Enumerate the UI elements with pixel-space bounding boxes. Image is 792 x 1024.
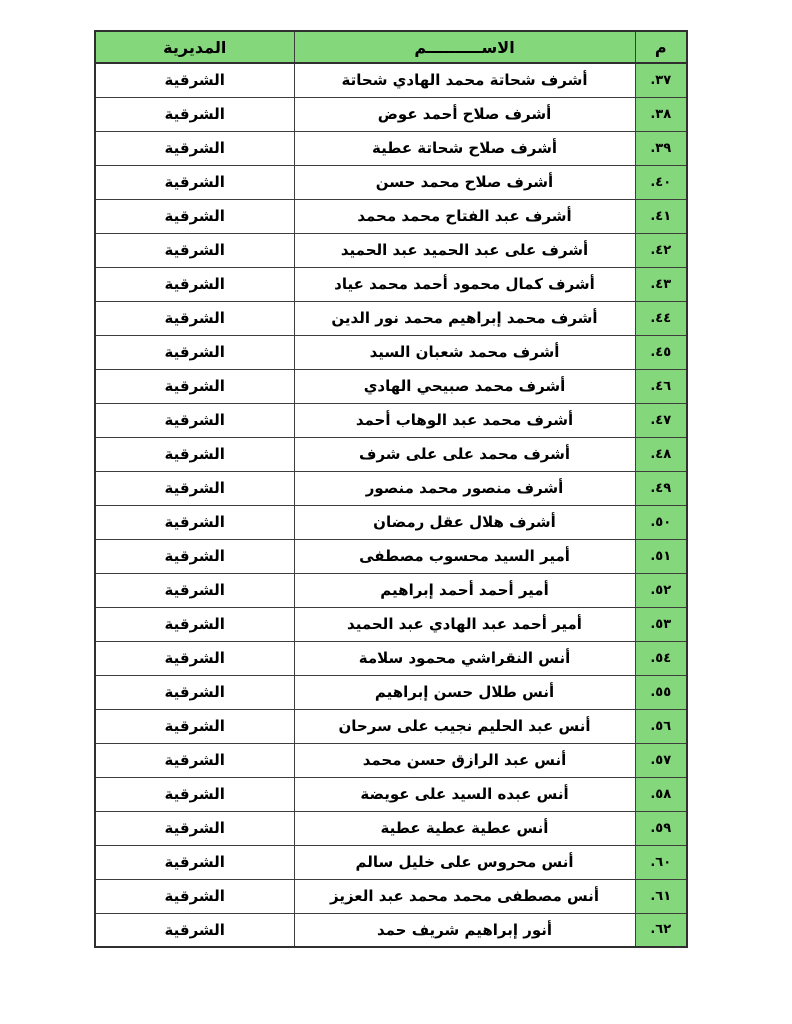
cell-name: أنس محروس على خليل سالم bbox=[294, 845, 635, 879]
cell-number: ٦٠. bbox=[635, 845, 687, 879]
cell-name: أشرف محمد صبيحي الهادي bbox=[294, 369, 635, 403]
cell-number: ٥١. bbox=[635, 539, 687, 573]
cell-number: ٥٢. bbox=[635, 573, 687, 607]
cell-directorate: الشرقية bbox=[95, 811, 294, 845]
cell-directorate: الشرقية bbox=[95, 505, 294, 539]
cell-number: ٥٥. bbox=[635, 675, 687, 709]
cell-name: أشرف صلاح شحاتة عطية bbox=[294, 131, 635, 165]
cell-number: ٤٥. bbox=[635, 335, 687, 369]
cell-directorate: الشرقية bbox=[95, 403, 294, 437]
table-row bbox=[95, 879, 687, 913]
cell-directorate: الشرقية bbox=[95, 573, 294, 607]
cell-number: ٥٨. bbox=[635, 777, 687, 811]
table-row bbox=[95, 369, 687, 403]
cell-directorate: الشرقية bbox=[95, 607, 294, 641]
cell-directorate: الشرقية bbox=[95, 437, 294, 471]
cell-number: ٣٨. bbox=[635, 97, 687, 131]
table-row bbox=[95, 709, 687, 743]
cell-directorate: الشرقية bbox=[95, 539, 294, 573]
cell-number: ٦١. bbox=[635, 879, 687, 913]
cell-directorate: الشرقية bbox=[95, 743, 294, 777]
cell-directorate: الشرقية bbox=[95, 879, 294, 913]
cell-name: أنس عبده السيد على عويضة bbox=[294, 777, 635, 811]
table-row bbox=[95, 675, 687, 709]
cell-directorate: الشرقية bbox=[95, 845, 294, 879]
table-row bbox=[95, 607, 687, 641]
table-row bbox=[95, 199, 687, 233]
cell-directorate: الشرقية bbox=[95, 369, 294, 403]
cell-directorate: الشرقية bbox=[95, 335, 294, 369]
table-row bbox=[95, 437, 687, 471]
cell-number: ٥٦. bbox=[635, 709, 687, 743]
cell-name: أشرف صلاح أحمد عوض bbox=[294, 97, 635, 131]
cell-name: أشرف صلاح محمد حسن bbox=[294, 165, 635, 199]
cell-name: أنس مصطفى محمد محمد عبد العزيز bbox=[294, 879, 635, 913]
table-row bbox=[95, 505, 687, 539]
table-row bbox=[95, 777, 687, 811]
cell-directorate: الشرقية bbox=[95, 709, 294, 743]
cell-directorate: الشرقية bbox=[95, 471, 294, 505]
cell-directorate: الشرقية bbox=[95, 199, 294, 233]
cell-name: أشرف محمد شعبان السيد bbox=[294, 335, 635, 369]
table-row bbox=[95, 267, 687, 301]
cell-name: أشرف كمال محمود أحمد محمد عياد bbox=[294, 267, 635, 301]
cell-number: ٥٧. bbox=[635, 743, 687, 777]
cell-directorate: الشرقية bbox=[95, 233, 294, 267]
cell-number: ٣٧. bbox=[635, 63, 687, 97]
cell-number: ٤٣. bbox=[635, 267, 687, 301]
cell-name: أشرف على عبد الحميد عبد الحميد bbox=[294, 233, 635, 267]
cell-name: أشرف محمد إبراهيم محمد نور الدين bbox=[294, 301, 635, 335]
cell-number: ٥٩. bbox=[635, 811, 687, 845]
cell-number: ٣٩. bbox=[635, 131, 687, 165]
header-cell-name: الاســــــــــم bbox=[294, 31, 635, 63]
roster-table bbox=[94, 30, 688, 948]
cell-name: أنس عبد الحليم نجيب على سرحان bbox=[294, 709, 635, 743]
cell-number: ٤٠. bbox=[635, 165, 687, 199]
header-cell-number: م bbox=[635, 31, 687, 63]
cell-name: أنس عبد الرازق حسن محمد bbox=[294, 743, 635, 777]
table-row bbox=[95, 539, 687, 573]
cell-directorate: الشرقية bbox=[95, 913, 294, 947]
table-row bbox=[95, 165, 687, 199]
cell-number: ٤١. bbox=[635, 199, 687, 233]
cell-name: أمير أحمد عبد الهادي عبد الحميد bbox=[294, 607, 635, 641]
cell-number: ٤٨. bbox=[635, 437, 687, 471]
cell-name: أنس النقراشي محمود سلامة bbox=[294, 641, 635, 675]
cell-directorate: الشرقية bbox=[95, 301, 294, 335]
cell-name: أشرف عبد الفتاح محمد محمد bbox=[294, 199, 635, 233]
cell-directorate: الشرقية bbox=[95, 63, 294, 97]
cell-name: أمير أحمد أحمد إبراهيم bbox=[294, 573, 635, 607]
table-body bbox=[95, 63, 687, 947]
cell-name: أشرف محمد على على شرف bbox=[294, 437, 635, 471]
cell-name: أشرف هلال عقل رمضان bbox=[294, 505, 635, 539]
cell-directorate: الشرقية bbox=[95, 165, 294, 199]
cell-number: ٤٧. bbox=[635, 403, 687, 437]
cell-directorate: الشرقية bbox=[95, 131, 294, 165]
cell-directorate: الشرقية bbox=[95, 641, 294, 675]
cell-directorate: الشرقية bbox=[95, 267, 294, 301]
cell-name: أشرف منصور محمد منصور bbox=[294, 471, 635, 505]
cell-number: ٥٠. bbox=[635, 505, 687, 539]
table-row bbox=[95, 233, 687, 267]
cell-number: ٥٤. bbox=[635, 641, 687, 675]
cell-number: ٤٦. bbox=[635, 369, 687, 403]
table-row bbox=[95, 335, 687, 369]
header-row bbox=[95, 31, 687, 63]
cell-name: أنس طلال حسن إبراهيم bbox=[294, 675, 635, 709]
table-row bbox=[95, 573, 687, 607]
cell-number: ٤٩. bbox=[635, 471, 687, 505]
table-row bbox=[95, 97, 687, 131]
cell-number: ٤٤. bbox=[635, 301, 687, 335]
table-row bbox=[95, 403, 687, 437]
table-row bbox=[95, 301, 687, 335]
cell-name: أمير السيد محسوب مصطفى bbox=[294, 539, 635, 573]
cell-number: ٤٢. bbox=[635, 233, 687, 267]
table-row bbox=[95, 641, 687, 675]
table-row bbox=[95, 471, 687, 505]
cell-directorate: الشرقية bbox=[95, 675, 294, 709]
table-row bbox=[95, 743, 687, 777]
table-row bbox=[95, 913, 687, 947]
table-row bbox=[95, 811, 687, 845]
cell-directorate: الشرقية bbox=[95, 777, 294, 811]
cell-name: أشرف شحاتة محمد الهادي شحاتة bbox=[294, 63, 635, 97]
cell-directorate: الشرقية bbox=[95, 97, 294, 131]
cell-number: ٥٣. bbox=[635, 607, 687, 641]
table-row bbox=[95, 131, 687, 165]
table-row bbox=[95, 845, 687, 879]
header-cell-directorate: المديرية bbox=[95, 31, 294, 63]
table-row bbox=[95, 63, 687, 97]
cell-name: أشرف محمد عبد الوهاب أحمد bbox=[294, 403, 635, 437]
cell-number: ٦٢. bbox=[635, 913, 687, 947]
cell-name: أنور إبراهيم شريف حمد bbox=[294, 913, 635, 947]
cell-name: أنس عطية عطية عطية bbox=[294, 811, 635, 845]
